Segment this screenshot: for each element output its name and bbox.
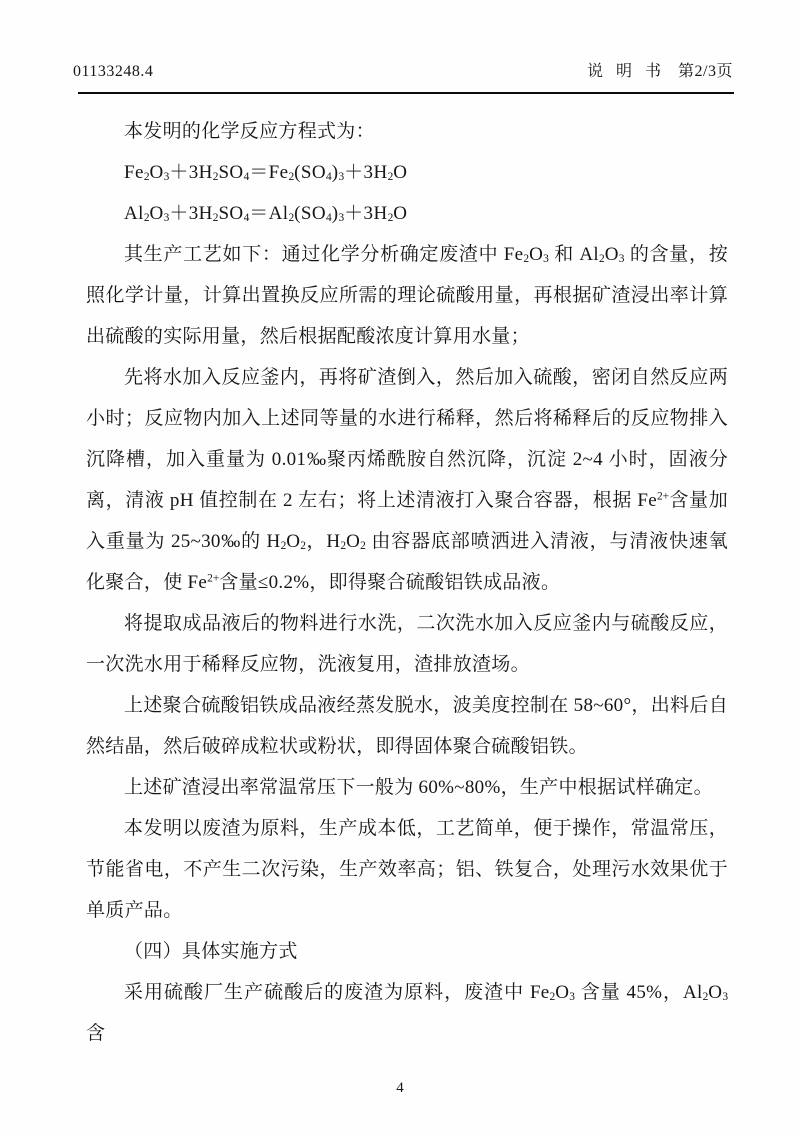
page-indicator: 第2/3页 bbox=[678, 63, 733, 80]
page-footer bbox=[0, 1080, 800, 1097]
paragraph: （四）具体实施方式 bbox=[124, 941, 298, 962]
header-divider bbox=[78, 92, 734, 94]
page-header bbox=[73, 58, 733, 81]
header-right bbox=[587, 58, 733, 81]
page-number: 4 bbox=[396, 1080, 404, 1096]
paragraph: 本发明的化学反应方程式为： bbox=[124, 121, 375, 142]
paragraph: 将提取成品液后的物料进行水洗，二次洗水加入反应釜内与硫酸反应，一次洗水用于稀释反应物，洗液复用，渣排放渣场。 bbox=[86, 613, 728, 675]
paragraph: 上述聚合硫酸铝铁成品液经蒸发脱水，波美度控制在 58~60°，出料后自然结晶，然后破碎成粒状或粉状，即得固体聚合硫酸铝铁。 bbox=[86, 695, 728, 757]
application-number: 01133248.4 bbox=[73, 63, 154, 80]
document-body bbox=[86, 111, 728, 1054]
paragraph: 其生产工艺如下：通过化学分析确定废渣中 $Fe_2O_3$ 和 $Al_2O_3$ 的含量，按照化学计量，计算出置换反应所需的理论硫酸用量，再根据矿渣浸出率计算出硫酸的实际用量，然后根据配酸浓度计算用水量； bbox=[86, 244, 728, 347]
chemical-equation: $Fe_2O_3+3H_2SO_4=Fe_2(SO_4)_3+3H_2O$ bbox=[124, 162, 408, 184]
chemical-equation: $Al_2O_3+3H_2SO_4=Al_2(SO_4)_3+3H_2O$ bbox=[124, 203, 408, 225]
paragraph: 上述矿渣浸出率常温常压下一般为 60%~80%，生产中根据试样确定。 bbox=[124, 777, 713, 798]
paragraph: 采用硫酸厂生产硫酸后的废渣为原料，废渣中 $Fe_2O_3$ 含量 45%，$Al_2O_3$ 含 bbox=[86, 982, 729, 1044]
paragraph: 本发明以废渣为原料，生产成本低，工艺简单，便于操作，常温常压，节能省电，不产生二次污染，生产效率高；铝、铁复合，处理污水效果优于单质产品。 bbox=[86, 818, 728, 921]
paragraph: 先将水加入反应釜内，再将矿渣倒入，然后加入硫酸，密闭自然反应两小时；反应物内加入上述同等量的水进行稀释，然后将稀释后的反应物排入沉降槽，加入重量为 0.01‰聚丙烯酰胺自然沉降，沉淀 2~4 小时，固液分离，清液 pH 值控制在 2 左右；将上述清液打入聚合容器，根据 $Fe^{2+}$含量加入重量为 25~30‰的 $H_2O_2$，$H_2O_2$ 由容器底部喷洒进入清液，与清液快速氧化聚合，使 $Fe^{2+}$含量≤0.2%，即得聚合硫酸铝铁成品液。 bbox=[86, 367, 729, 593]
document-title: 说明书 bbox=[587, 63, 675, 80]
